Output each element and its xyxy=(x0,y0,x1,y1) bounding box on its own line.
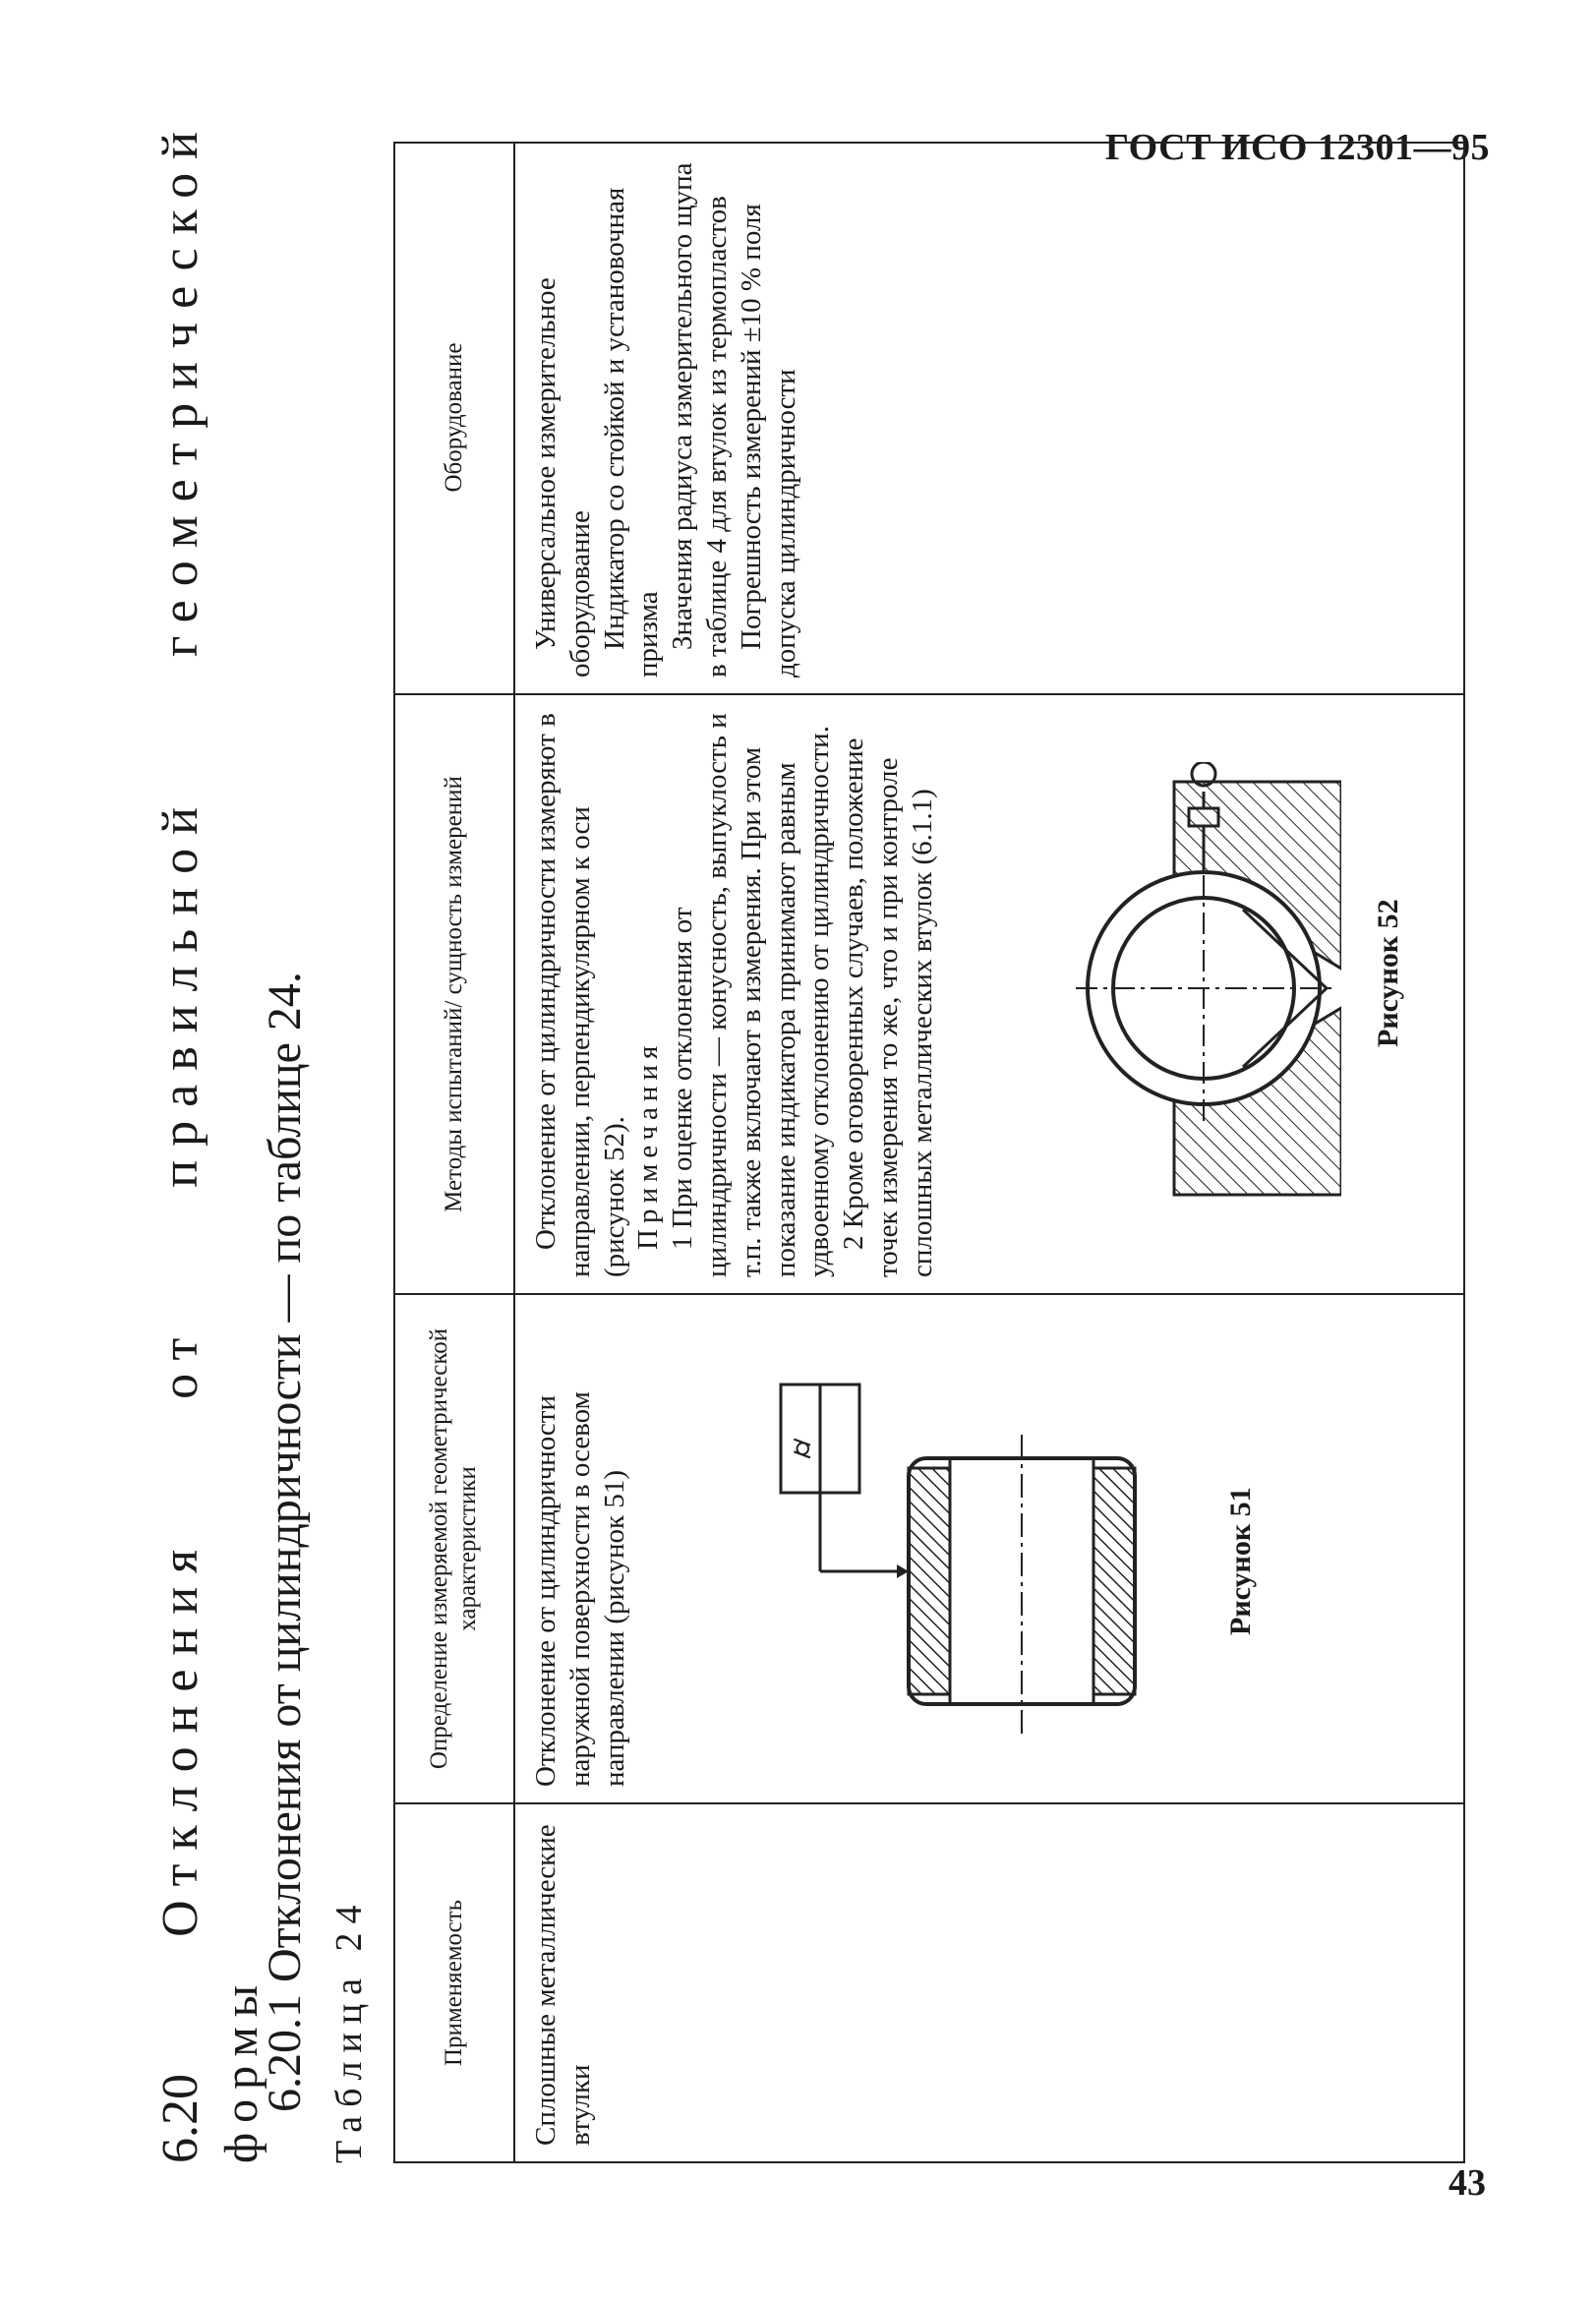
note-2: 2 Кроме оговоренных случаев, положение точек измерения то же, что и при контроле сплошных металлических втулок (6.1.1) xyxy=(838,737,938,1277)
equipment-item: Значения радиуса измерительного щупа в таблице 4 для втулок из термопластов xyxy=(667,162,733,678)
header-methods: Методы испытаний/ сущность измерений xyxy=(395,695,515,1293)
heading-word: Отклонения xyxy=(152,1535,208,1937)
col-equipment xyxy=(395,142,1463,693)
figure-52-caption: Рисунок 52 xyxy=(1372,899,1404,1047)
cell-text: Отклонение от цилиндричности наружной поверхности в осевом направлении (рисунок 51) xyxy=(530,1391,630,1787)
equipment-item: Индикатор со стойкой и установочная призма xyxy=(598,187,665,678)
cell-text: Сплошные металлические втулки xyxy=(530,1824,596,2146)
header-equipment: Оборудование xyxy=(395,142,515,693)
table-24 xyxy=(393,142,1465,2163)
col-definition xyxy=(395,1293,1463,1802)
cell-applicability xyxy=(515,1804,1463,2161)
heading-number: 6.20 xyxy=(152,2074,208,2163)
notes-title: Примечания xyxy=(632,1039,665,1250)
page-number: 43 xyxy=(1448,2162,1486,2204)
figure-51-caption: Рисунок 51 xyxy=(1224,1487,1257,1635)
subsection-heading: 6.20.1 Отклонения от цилиндричности — по таблице 24. xyxy=(259,972,311,2112)
svg-text:⌭: ⌭ xyxy=(785,1438,817,1458)
header-definition: Определение измеряемой геометрической характеристики xyxy=(395,1295,515,1802)
section-heading xyxy=(152,118,208,2163)
header-applicability: Применяемость xyxy=(395,1804,515,2161)
equipment-item: Погрешность измерений ±10 % поля допуска цилиндричности xyxy=(735,204,801,678)
note-1: 1 При оценке отклонения от цилиндричности — конусность, выпуклость и т.п. также включают в измерения. При этом показание индикатора принимают равным удвоенному отклонению от цилиндричности. xyxy=(667,713,836,1277)
heading-word: геометрической xyxy=(152,118,208,657)
methods-paragraph: Отклонение от цилиндричности измеряют в направлении, перпендикулярном к оси (рисунок 52). xyxy=(530,713,630,1277)
col-applicability xyxy=(395,1802,1463,2161)
equipment-item: Универсальное измерительное оборудование xyxy=(530,277,596,678)
cell-methods xyxy=(515,695,1463,1293)
rotated-page-content xyxy=(148,118,1465,2163)
table-caption: Таблица 24 xyxy=(328,1896,370,2163)
heading-word: от xyxy=(152,1324,208,1399)
heading-word: правильной xyxy=(152,794,208,1188)
cell-equipment xyxy=(515,142,1463,693)
figure-51-drawing xyxy=(761,1370,1174,1743)
section-heading-tail: формы xyxy=(215,1976,267,2163)
col-methods xyxy=(395,693,1463,1293)
figure-52-drawing xyxy=(1017,762,1341,1214)
document-code: ГОСТ ИСО 12301—95 xyxy=(1104,127,1490,168)
cell-definition xyxy=(515,1295,1463,1802)
